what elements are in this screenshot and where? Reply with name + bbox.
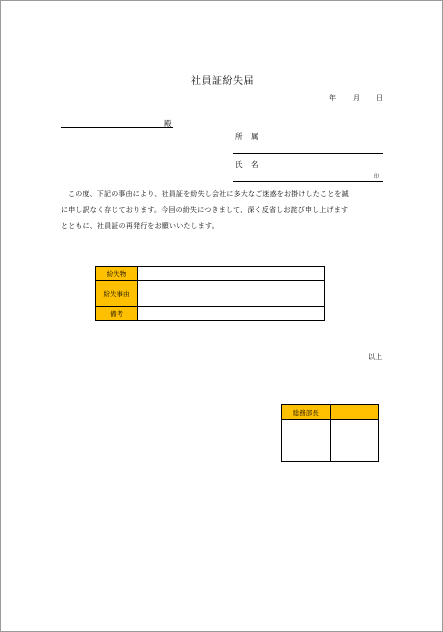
date-year-label: 年 — [329, 94, 336, 102]
lost-item-value — [138, 267, 325, 281]
seal-mark: 印 — [374, 174, 380, 180]
addressee-line — [61, 127, 173, 128]
approval-stamp-cell — [330, 420, 378, 462]
remarks-label: 備考 — [96, 307, 138, 321]
lost-item-label: 紛失物 — [96, 267, 138, 281]
name-line — [233, 181, 383, 182]
body-paragraph — [61, 186, 385, 234]
table-row — [96, 267, 325, 281]
table-row — [96, 281, 325, 307]
date-month-label: 月 — [353, 94, 360, 102]
approval-stamp-cell — [282, 420, 331, 462]
body-line-2: に申し訳なく存じております。今回の紛失につきまして、深く反省しお詫び申し上げます — [61, 206, 349, 214]
approval-stamp-box — [281, 404, 379, 462]
table-row — [96, 307, 325, 321]
details-table — [95, 266, 325, 321]
loss-reason-value — [138, 281, 325, 307]
body-line-3: とともに、社員証の再発行をお願いいたします。 — [61, 222, 219, 230]
loss-reason-label: 紛失事由 — [96, 281, 138, 307]
addressee-suffix: 殿 — [164, 119, 172, 128]
closing-text: 以上 — [368, 353, 382, 361]
affiliation-line — [233, 153, 383, 154]
body-line-1: この度、下記の事由により、社員証を紛失し会社に多大なご迷惑をお掛けしたことを誠 — [68, 190, 349, 198]
affiliation-label: 所 属 — [235, 132, 259, 141]
document-title: 社員証紛失届 — [191, 76, 254, 87]
date-day-label: 日 — [376, 94, 383, 102]
approval-header-blank — [330, 405, 378, 420]
name-label: 氏 名 — [235, 160, 259, 169]
remarks-value — [138, 307, 325, 321]
approval-header-general-affairs: 総務部長 — [282, 405, 331, 420]
